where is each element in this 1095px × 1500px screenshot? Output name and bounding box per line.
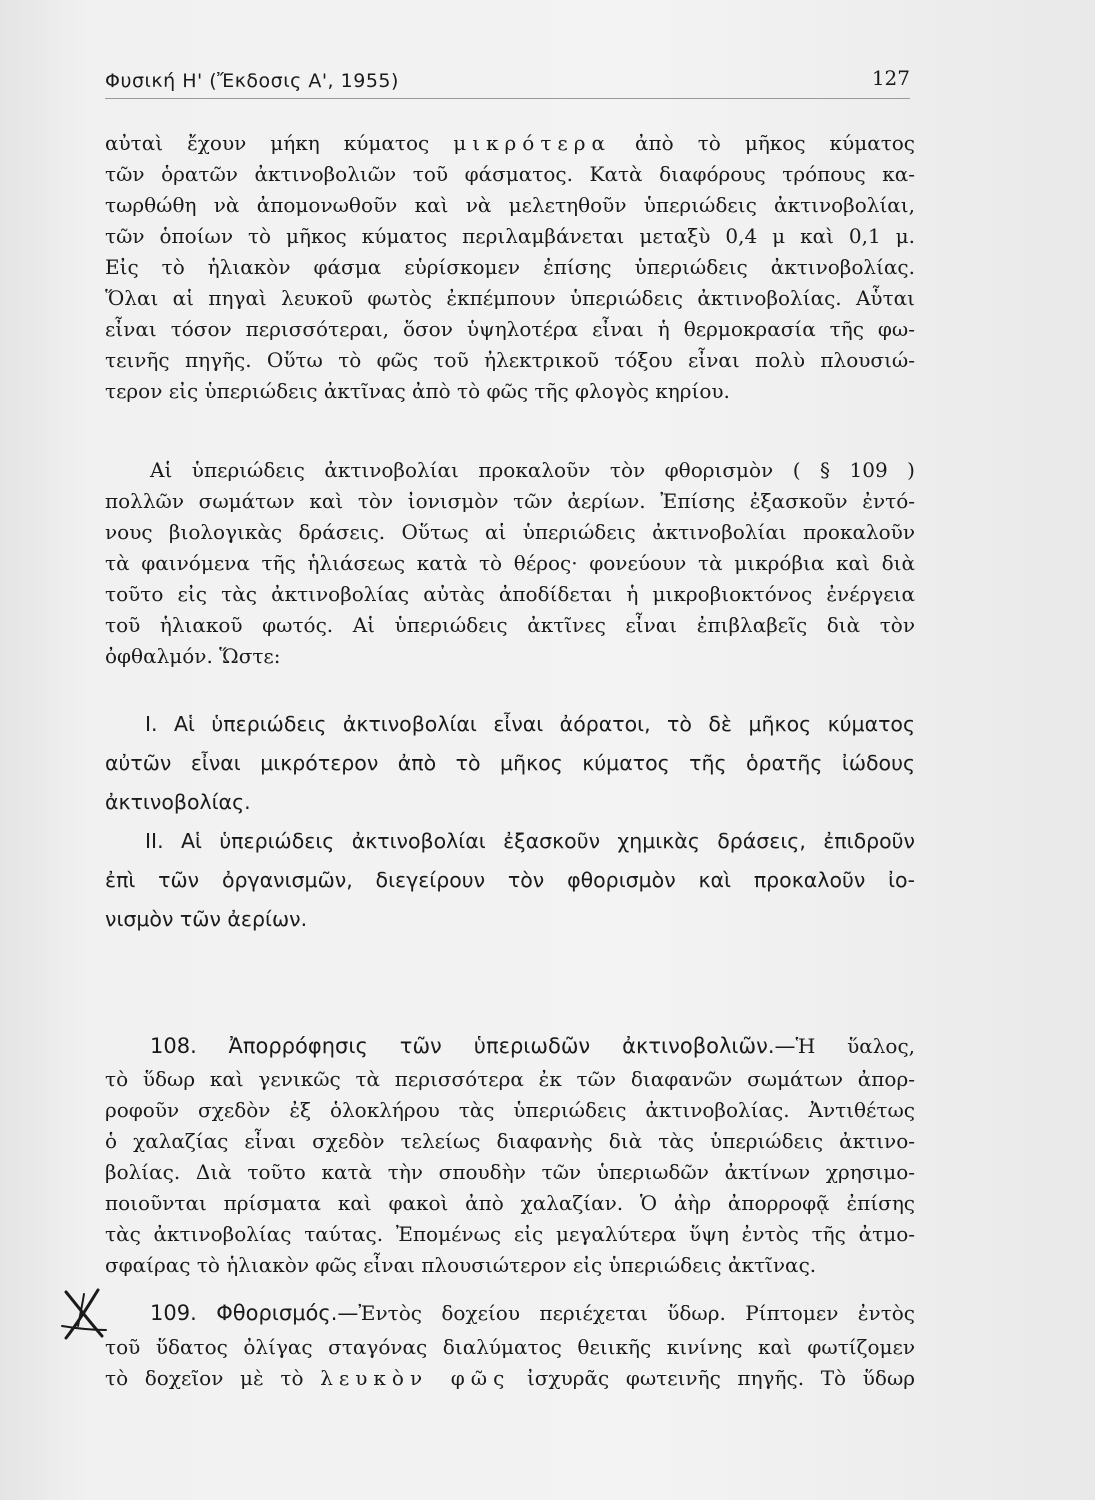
summary-item-1: I. Αἱ ὑπεριώδεις ἀκτινοβολίαι εἶναι ἀόρατοι, τὸ δὲ μῆκος κύματος: [145, 712, 915, 736]
text-line: νους βιολογικὰς δράσεις. Οὕτως αἱ ὑπεριώδεις ἀκτινοβολίαι προκαλοῦν: [105, 520, 915, 544]
text-line: εἶναι τόσον περισσότεραι, ὅσον ὑψηλοτέρα εἶναι ἡ θερμοκρασία τῆς φω-: [105, 317, 915, 341]
text-line: τῶν ὁρατῶν ἀκτινοβολιῶν τοῦ φάσματος. Κατὰ διαφόρους τρόπους κα-: [105, 162, 915, 186]
text-line: ποιοῦνται πρίσματα καὶ φακοὶ ἀπὸ χαλαζίαν. Ὁ ἀὴρ ἀπορροφᾷ ἐπίσης: [105, 1191, 915, 1215]
text-line: ὀφθαλμόν. Ὥστε:: [105, 644, 281, 668]
emphasis-text: μικρότερα: [453, 131, 612, 155]
text-line: αὐταὶ ἔχουν μήκη κύματος μικρότερα ἀπὸ τὸ μῆκος κύματος: [105, 131, 915, 155]
page-number: 127: [871, 66, 910, 90]
text-line: τὸ ὕδωρ καὶ γενικῶς τὰ περισσότερα ἐκ τῶν διαφανῶν σωμάτων ἀπορ-: [105, 1067, 915, 1091]
text-line: σφαίρας τὸ ἡλιακὸν φῶς εἶναι πλουσιώτερον εἰς ὑπεριώδεις ἀκτῖνας.: [105, 1253, 817, 1277]
text-line: ἐπὶ τῶν ὀργανισμῶν, διεγείρουν τὸν φθορισμὸν καὶ προκαλοῦν ἰο-: [105, 868, 915, 892]
section-number: 109.: [150, 1301, 197, 1325]
section-heading-line: 109. Φθορισμός.—Ἐντὸς δοχείου περιέχεται ὕδωρ. Ρίπτομεν ἐντὸς: [150, 1301, 915, 1325]
summary-item-2: II. Αἱ ὑπεριώδεις ἀκτινοβολίαι ἐξασκοῦν χημικὰς δράσεις, ἐπιδροῦν: [145, 829, 915, 853]
section-109: [105, 1294, 915, 1394]
text-line: αὐτῶν εἶναι μικρότερον ἀπὸ τὸ μῆκος κύματος τῆς ὁρατῆς ἰώδους: [105, 751, 915, 775]
text-line: Εἰς τὸ ἡλιακὸν φάσμα εὑρίσκομεν ἐπίσης ὑπεριώδεις ἀκτινοβολίας.: [105, 255, 915, 279]
text-line: Αἱ ὑπεριώδεις ἀκτινοβολίαι προκαλοῦν τὸν φθορισμὸν ( § 109 ): [150, 458, 915, 482]
text-line: ὁ χαλαζίας εἶναι σχεδὸν τελείως διαφανὴς διὰ τὰς ὑπεριώδεις ἀκτινο-: [105, 1129, 915, 1153]
paragraph-2: [105, 455, 915, 672]
section-heading-line: 108. Ἀπορρόφησις τῶν ὑπεριωδῶν ἀκτινοβολιῶν.—Ἡ ὕαλος,: [150, 1034, 915, 1058]
text-line: τὸ δοχεῖον μὲ τὸ λευκὸν φῶς ἰσχυρᾶς φωτεινῆς πηγῆς. Τὸ ὕδωρ: [105, 1366, 915, 1390]
text-line: τῶν ὁποίων τὸ μῆκος κύματος περιλαμβάνεται μεταξὺ 0,4 μ καὶ 0,1 μ.: [105, 224, 915, 248]
text-line: πολλῶν σωμάτων καὶ τὸν ἰονισμὸν τῶν ἀερίων. Ἐπίσης ἐξασκοῦν ἐντό-: [105, 489, 915, 513]
summary-list: [105, 705, 915, 939]
text-line: τὰ φαινόμενα τῆς ἡλιάσεως κατὰ τὸ θέρος· φονεύουν τὰ μικρόβια καὶ διὰ: [105, 551, 915, 575]
text-line: τὰς ἀκτινοβολίας ταύτας. Ἐπομένως εἰς μεγαλύτερα ὕψη ἐντὸς τῆς ἀτμο-: [105, 1222, 915, 1246]
handwritten-x-mark-icon: [58, 1286, 110, 1342]
section-title: Ἀπορρόφησις τῶν ὑπεριωδῶν ἀκτινοβολιῶν.—: [228, 1034, 796, 1058]
section-title: Φθορισμός.—: [216, 1301, 359, 1325]
text-line: τεινῆς πηγῆς. Οὕτω τὸ φῶς τοῦ ἠλεκτρικοῦ τόξου εἶναι πολὺ πλουσιώ-: [105, 348, 915, 372]
text-line: νισμὸν τῶν ἀερίων.: [105, 907, 308, 931]
section-108: [105, 1028, 915, 1281]
running-head: Φυσική Η' (Ἔκδοσις Α', 1955): [105, 70, 399, 92]
text-line: ροφοῦν σχεδὸν ἐξ ὁλοκλήρου τὰς ὑπεριώδεις ἀκτινοβολίας. Ἀντιθέτως: [105, 1098, 915, 1122]
text-line: τωρθώθη νὰ ἀπομονωθοῦν καὶ νὰ μελετηθοῦν ὑπεριώδεις ἀκτινοβολίαι,: [105, 193, 915, 217]
page-header: [105, 66, 910, 99]
text-line: τοῦ ἡλιακοῦ φωτός. Αἱ ὑπεριώδεις ἀκτῖνες εἶναι ἐπιβλαβεῖς διὰ τὸν: [105, 613, 915, 637]
text-line: βολίας. Διὰ τοῦτο κατὰ τὴν σπουδὴν τῶν ὑπεριωδῶν ἀκτίνων χρησιμο-: [105, 1160, 915, 1184]
text-line: Ὅλαι αἱ πηγαὶ λευκοῦ φωτὸς ἐκπέμπουν ὑπεριώδεις ἀκτινοβολίας. Αὗται: [105, 286, 915, 310]
paragraph-1: [105, 128, 915, 407]
emphasis-text: λευκὸν φῶς: [320, 1366, 511, 1390]
text-line: τοῦ ὕδατος ὀλίγας σταγόνας διαλύματος θειικῆς κινίνης καὶ φωτίζομεν: [105, 1335, 915, 1359]
text-line: ἀκτινοβολίας.: [105, 790, 251, 814]
section-number: 108.: [150, 1034, 197, 1058]
text-line: τοῦτο εἰς τὰς ἀκτινοβολίας αὐτὰς ἀποδίδεται ἡ μικροβιοκτόνος ἐνέργεια: [105, 582, 915, 606]
text-line: τερον εἰς ὑπεριώδεις ἀκτῖνας ἀπὸ τὸ φῶς τῆς φλογὸς κηρίου.: [105, 379, 730, 403]
